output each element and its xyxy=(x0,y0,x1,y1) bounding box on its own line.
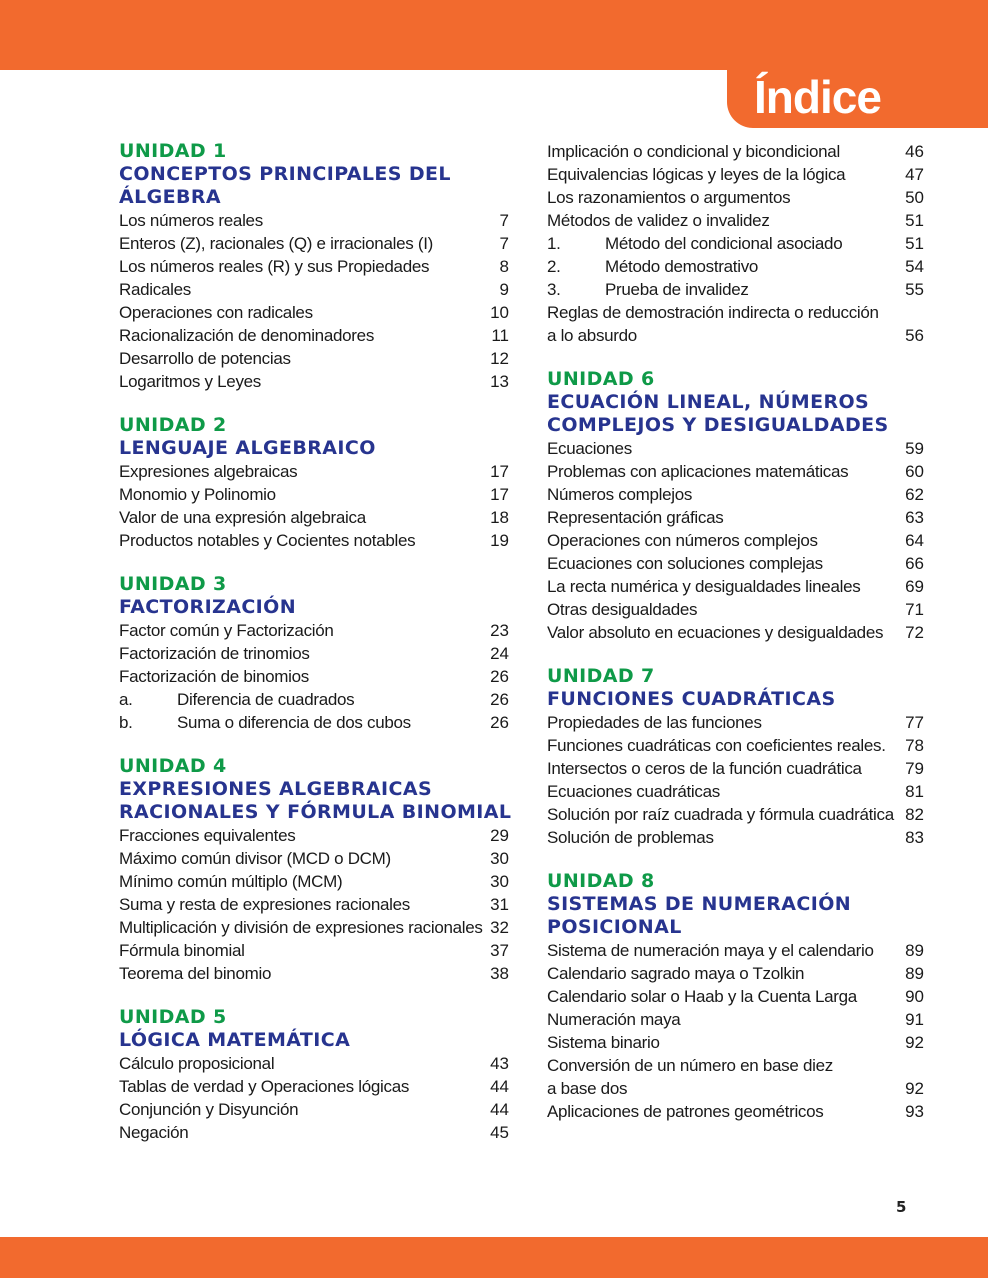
unit-title: LENGUAJE ALGEBRAICO xyxy=(119,437,376,459)
entry-page-number: 9 xyxy=(499,280,509,299)
toc-entry[interactable] xyxy=(547,552,925,575)
entry-page-number: 8 xyxy=(499,257,509,276)
entry-title: Valor de una expresión algebraica xyxy=(119,508,366,527)
entry-title: Aplicaciones de patrones geométricos xyxy=(547,1102,824,1121)
entry-page-number: 82 xyxy=(905,805,924,824)
entry-title: Sistema de numeración maya y el calendario xyxy=(547,941,874,960)
unit-title: RACIONALES Y FÓRMULA BINOMIAL xyxy=(119,801,512,823)
toc-entry[interactable] xyxy=(547,301,925,347)
entry-title: Operaciones con números complejos xyxy=(547,531,818,550)
entry-page-number: 7 xyxy=(499,234,509,253)
entry-title: Calendario solar o Haab y la Cuenta Larga xyxy=(547,987,857,1006)
toc-entry[interactable] xyxy=(119,255,509,278)
toc-entry[interactable] xyxy=(119,232,509,255)
entry-title: Fórmula binomial xyxy=(119,941,245,960)
toc-entry[interactable] xyxy=(547,939,925,962)
toc-entry[interactable] xyxy=(547,1054,925,1100)
unit-label: UNIDAD 8 xyxy=(547,870,655,892)
toc-unit xyxy=(119,755,512,985)
toc-entry[interactable] xyxy=(547,734,925,757)
toc-entry[interactable] xyxy=(547,232,925,255)
entry-page-number: 44 xyxy=(490,1077,509,1096)
toc-unit xyxy=(119,1006,509,1144)
entry-title: Ecuaciones con soluciones complejas xyxy=(547,554,823,573)
toc-entry[interactable] xyxy=(119,688,509,711)
entry-title: Desarrollo de potencias xyxy=(119,349,291,368)
entry-title-line: a base dos xyxy=(547,1079,628,1098)
entry-page-number: 50 xyxy=(905,188,924,207)
entry-title: Los números reales xyxy=(119,211,263,230)
entry-page-number: 32 xyxy=(490,918,509,937)
entry-marker: 2. xyxy=(547,257,561,276)
unit-label: UNIDAD 7 xyxy=(547,665,655,687)
entry-page-number: 7 xyxy=(499,211,509,230)
toc-entry[interactable] xyxy=(119,1121,509,1144)
entry-title: Ecuaciones xyxy=(547,439,632,458)
entry-title: Enteros (Z), racionales (Q) e irracionales (I) xyxy=(119,234,434,253)
unit-title: POSICIONAL xyxy=(547,916,682,938)
toc-entry[interactable] xyxy=(119,301,509,324)
entry-page-number: 29 xyxy=(490,826,509,845)
entry-page-number: 79 xyxy=(905,759,924,778)
toc-unit xyxy=(547,368,925,644)
entry-title: Mínimo común múltiplo (MCM) xyxy=(119,872,343,891)
entry-page-number: 56 xyxy=(905,326,924,345)
entry-title: Números complejos xyxy=(547,485,693,504)
entry-page-number: 64 xyxy=(905,531,924,550)
toc-entry[interactable] xyxy=(547,255,925,278)
toc-entry[interactable] xyxy=(547,803,925,826)
unit-label: UNIDAD 2 xyxy=(119,414,227,436)
entry-title: Calendario sagrado maya o Tzolkin xyxy=(547,964,805,983)
entry-title: Solución de problemas xyxy=(547,828,714,847)
toc-unit xyxy=(119,140,509,393)
unit-title: FACTORIZACIÓN xyxy=(119,596,297,618)
entry-title: Tablas de verdad y Operaciones lógicas xyxy=(119,1077,410,1096)
entry-title: Implicación o condicional y bicondicional xyxy=(547,142,840,161)
entry-title: Representación gráficas xyxy=(547,508,724,527)
toc-unit xyxy=(119,573,509,734)
entry-page-number: 30 xyxy=(490,872,509,891)
entry-page-number: 43 xyxy=(490,1054,509,1073)
toc-entry[interactable] xyxy=(119,209,509,232)
entry-title: Solución por raíz cuadrada y fórmula cuadrática xyxy=(547,805,894,824)
entry-page-number: 19 xyxy=(490,531,509,550)
unit-label: UNIDAD 1 xyxy=(119,140,227,162)
entry-title: Operaciones con radicales xyxy=(119,303,313,322)
entry-title: Sistema binario xyxy=(547,1033,660,1052)
entry-page-number: 91 xyxy=(905,1010,924,1029)
toc-entry[interactable] xyxy=(119,278,509,301)
entry-title: Problemas con aplicaciones matemáticas xyxy=(547,462,849,481)
toc-entry[interactable] xyxy=(119,870,509,893)
entry-page-number: 30 xyxy=(490,849,509,868)
toc-entry[interactable] xyxy=(119,893,509,916)
toc-entry[interactable] xyxy=(119,506,509,529)
entry-title: La recta numérica y desigualdades lineales xyxy=(547,577,861,596)
toc-entry[interactable] xyxy=(119,529,509,552)
entry-title: Teorema del binomio xyxy=(119,964,272,983)
toc-entry[interactable] xyxy=(547,460,925,483)
unit-title: EXPRESIONES ALGEBRAICAS xyxy=(119,778,433,800)
entry-page-number: 60 xyxy=(905,462,924,481)
toc-entry[interactable] xyxy=(547,575,925,598)
entry-page-number: 72 xyxy=(905,623,924,642)
unit-label: UNIDAD 3 xyxy=(119,573,227,595)
entry-marker: 1. xyxy=(547,234,561,253)
entry-page-number: 51 xyxy=(905,234,924,253)
entry-title: Numeración maya xyxy=(547,1010,681,1029)
toc-entry[interactable] xyxy=(119,1098,509,1121)
entry-title: Logaritmos y Leyes xyxy=(119,372,262,391)
entry-title xyxy=(547,1054,833,1100)
entry-title: Suma o diferencia de dos cubos xyxy=(177,713,411,732)
entry-title: Equivalencias lógicas y leyes de la lógica xyxy=(547,165,846,184)
entry-title: Prueba de invalidez xyxy=(605,280,749,299)
entry-page-number: 26 xyxy=(490,713,509,732)
entry-title: Productos notables y Cocientes notables xyxy=(119,531,416,550)
entry-page-number: 71 xyxy=(905,600,924,619)
toc-entry[interactable] xyxy=(119,1075,509,1098)
entry-page-number: 45 xyxy=(490,1123,509,1142)
entry-title: Propiedades de las funciones xyxy=(547,713,762,732)
entry-page-number: 89 xyxy=(905,941,924,960)
entry-page-number: 23 xyxy=(490,621,509,640)
entry-title: Los razonamientos o argumentos xyxy=(547,188,791,207)
toc-unit xyxy=(119,414,509,552)
page-number: 5 xyxy=(896,1198,907,1216)
toc-entry[interactable] xyxy=(547,209,925,232)
toc-entry[interactable] xyxy=(547,278,925,301)
toc-entry[interactable] xyxy=(119,619,509,642)
toc-unit xyxy=(547,870,925,1123)
entry-title: Conjunción y Disyunción xyxy=(119,1100,299,1119)
entry-page-number: 46 xyxy=(905,142,924,161)
toc-entry[interactable] xyxy=(547,985,925,1008)
entry-marker: 3. xyxy=(547,280,561,299)
toc-unit xyxy=(547,665,925,849)
entry-title-line: Reglas de demostración indirecta o reducción xyxy=(547,303,879,322)
unit-title: ECUACIÓN LINEAL, NÚMEROS xyxy=(547,391,870,413)
entry-page-number: 63 xyxy=(905,508,924,527)
unit-title: CONCEPTOS PRINCIPALES DEL xyxy=(119,163,451,185)
toc-entry[interactable] xyxy=(547,1031,925,1054)
entry-title-line: a lo absurdo xyxy=(547,326,637,345)
toc-entry[interactable] xyxy=(547,757,925,780)
entry-page-number: 93 xyxy=(905,1102,924,1121)
unit-title: COMPLEJOS Y DESIGUALDADES xyxy=(547,414,889,436)
entry-title: Negación xyxy=(119,1123,189,1142)
entry-title: Racionalización de denominadores xyxy=(119,326,375,345)
unit-title: FUNCIONES CUADRÁTICAS xyxy=(547,688,836,710)
unit-title: SISTEMAS DE NUMERACIÓN xyxy=(547,893,852,915)
entry-title: Multiplicación y división de expresiones racionales xyxy=(119,918,483,937)
entry-page-number: 83 xyxy=(905,828,924,847)
entry-page-number: 78 xyxy=(905,736,924,755)
entry-title: Método del condicional asociado xyxy=(605,234,843,253)
entry-page-number: 92 xyxy=(905,1079,924,1098)
entry-page-number: 54 xyxy=(905,257,924,276)
toc-entry[interactable] xyxy=(119,711,509,734)
entry-page-number: 69 xyxy=(905,577,924,596)
entry-title: Radicales xyxy=(119,280,191,299)
entry-page-number: 47 xyxy=(905,165,924,184)
toc-entry[interactable] xyxy=(547,1100,925,1123)
toc-entry[interactable] xyxy=(547,186,925,209)
toc-entry[interactable] xyxy=(119,1052,509,1075)
entry-title: Método demostrativo xyxy=(605,257,759,276)
bottom-footer-band xyxy=(0,1237,988,1278)
entry-page-number: 59 xyxy=(905,439,924,458)
entry-title: Métodos de validez o invalidez xyxy=(547,211,770,230)
toc-entry[interactable] xyxy=(547,1008,925,1031)
entry-page-number: 66 xyxy=(905,554,924,573)
toc-entry[interactable] xyxy=(547,780,925,803)
entry-page-number: 13 xyxy=(490,372,509,391)
toc-entry[interactable] xyxy=(119,347,509,370)
entry-title: Fracciones equivalentes xyxy=(119,826,296,845)
entry-page-number: 44 xyxy=(490,1100,509,1119)
entry-page-number: 77 xyxy=(905,713,924,732)
toc-entry[interactable] xyxy=(119,962,509,985)
entry-title: Valor absoluto en ecuaciones y desigualdades xyxy=(547,623,884,642)
entry-page-number: 10 xyxy=(490,303,509,322)
unit-title: ÁLGEBRA xyxy=(119,186,222,208)
entry-marker: a. xyxy=(119,690,133,709)
entry-title: Factor común y Factorización xyxy=(119,621,334,640)
entry-page-number: 62 xyxy=(905,485,924,504)
toc-entry[interactable] xyxy=(547,621,925,644)
page-title: Índice xyxy=(754,71,881,123)
entry-title: Factorización de binomios xyxy=(119,667,309,686)
toc-entry[interactable] xyxy=(119,370,509,393)
entry-title: Funciones cuadráticas con coeficientes reales. xyxy=(547,736,886,755)
toc-entry[interactable] xyxy=(119,324,509,347)
toc-entry[interactable] xyxy=(547,163,925,186)
toc-entry[interactable] xyxy=(119,939,509,962)
toc-entry[interactable] xyxy=(547,962,925,985)
toc-entry[interactable] xyxy=(119,642,509,665)
unit-label: UNIDAD 4 xyxy=(119,755,227,777)
toc-entry[interactable] xyxy=(119,916,509,939)
toc-right-column xyxy=(547,140,925,1144)
entry-page-number: 11 xyxy=(491,326,509,345)
toc-entry[interactable] xyxy=(547,483,925,506)
entry-title: Cálculo proposicional xyxy=(119,1054,275,1073)
toc-left-column xyxy=(119,140,512,1165)
entry-title: Diferencia de cuadrados xyxy=(177,690,355,709)
entry-page-number: 38 xyxy=(490,964,509,983)
unit-title: LÓGICA MATEMÁTICA xyxy=(119,1029,351,1051)
entry-title-line: Conversión de un número en base diez xyxy=(547,1056,833,1075)
entry-page-number: 31 xyxy=(490,895,509,914)
entry-title: Factorización de trinomios xyxy=(119,644,310,663)
entry-page-number: 18 xyxy=(490,508,509,527)
unit-label: UNIDAD 6 xyxy=(547,368,655,390)
toc-entry[interactable] xyxy=(547,598,925,621)
toc-entry[interactable] xyxy=(119,665,509,688)
entry-page-number: 92 xyxy=(905,1033,924,1052)
toc-entry[interactable] xyxy=(547,826,925,849)
entry-page-number: 24 xyxy=(490,644,509,663)
toc-entry[interactable] xyxy=(119,847,509,870)
entry-page-number: 51 xyxy=(905,211,924,230)
toc-entry[interactable] xyxy=(119,460,509,483)
entry-title: Monomio y Polinomio xyxy=(119,485,276,504)
entry-title: Máximo común divisor (MCD o DCM) xyxy=(119,849,391,868)
toc-entry[interactable] xyxy=(119,824,509,847)
toc-entry[interactable] xyxy=(547,711,925,734)
entry-page-number: 55 xyxy=(905,280,924,299)
toc-unit xyxy=(547,140,925,347)
entry-marker: b. xyxy=(119,713,133,732)
entry-title: Suma y resta de expresiones racionales xyxy=(119,895,410,914)
entry-page-number: 12 xyxy=(490,349,509,368)
entry-title: Ecuaciones cuadráticas xyxy=(547,782,720,801)
toc-entry[interactable] xyxy=(119,483,509,506)
entry-title: Intersectos o ceros de la función cuadrática xyxy=(547,759,862,778)
entry-page-number: 26 xyxy=(490,690,509,709)
toc-entry[interactable] xyxy=(547,506,925,529)
unit-label: UNIDAD 5 xyxy=(119,1006,227,1028)
entry-page-number: 37 xyxy=(490,941,509,960)
entry-title: Otras desigualdades xyxy=(547,600,698,619)
entry-page-number: 89 xyxy=(905,964,924,983)
entry-page-number: 26 xyxy=(490,667,509,686)
entry-title: Los números reales (R) y sus Propiedades xyxy=(119,257,430,276)
entry-page-number: 17 xyxy=(490,462,509,481)
toc-entry[interactable] xyxy=(547,140,925,163)
entry-page-number: 81 xyxy=(905,782,924,801)
entry-title: Expresiones algebraicas xyxy=(119,462,298,481)
entry-page-number: 90 xyxy=(905,987,924,1006)
toc-entry[interactable] xyxy=(547,437,925,460)
entry-page-number: 17 xyxy=(490,485,509,504)
toc-entry[interactable] xyxy=(547,529,925,552)
entry-title xyxy=(547,301,879,347)
